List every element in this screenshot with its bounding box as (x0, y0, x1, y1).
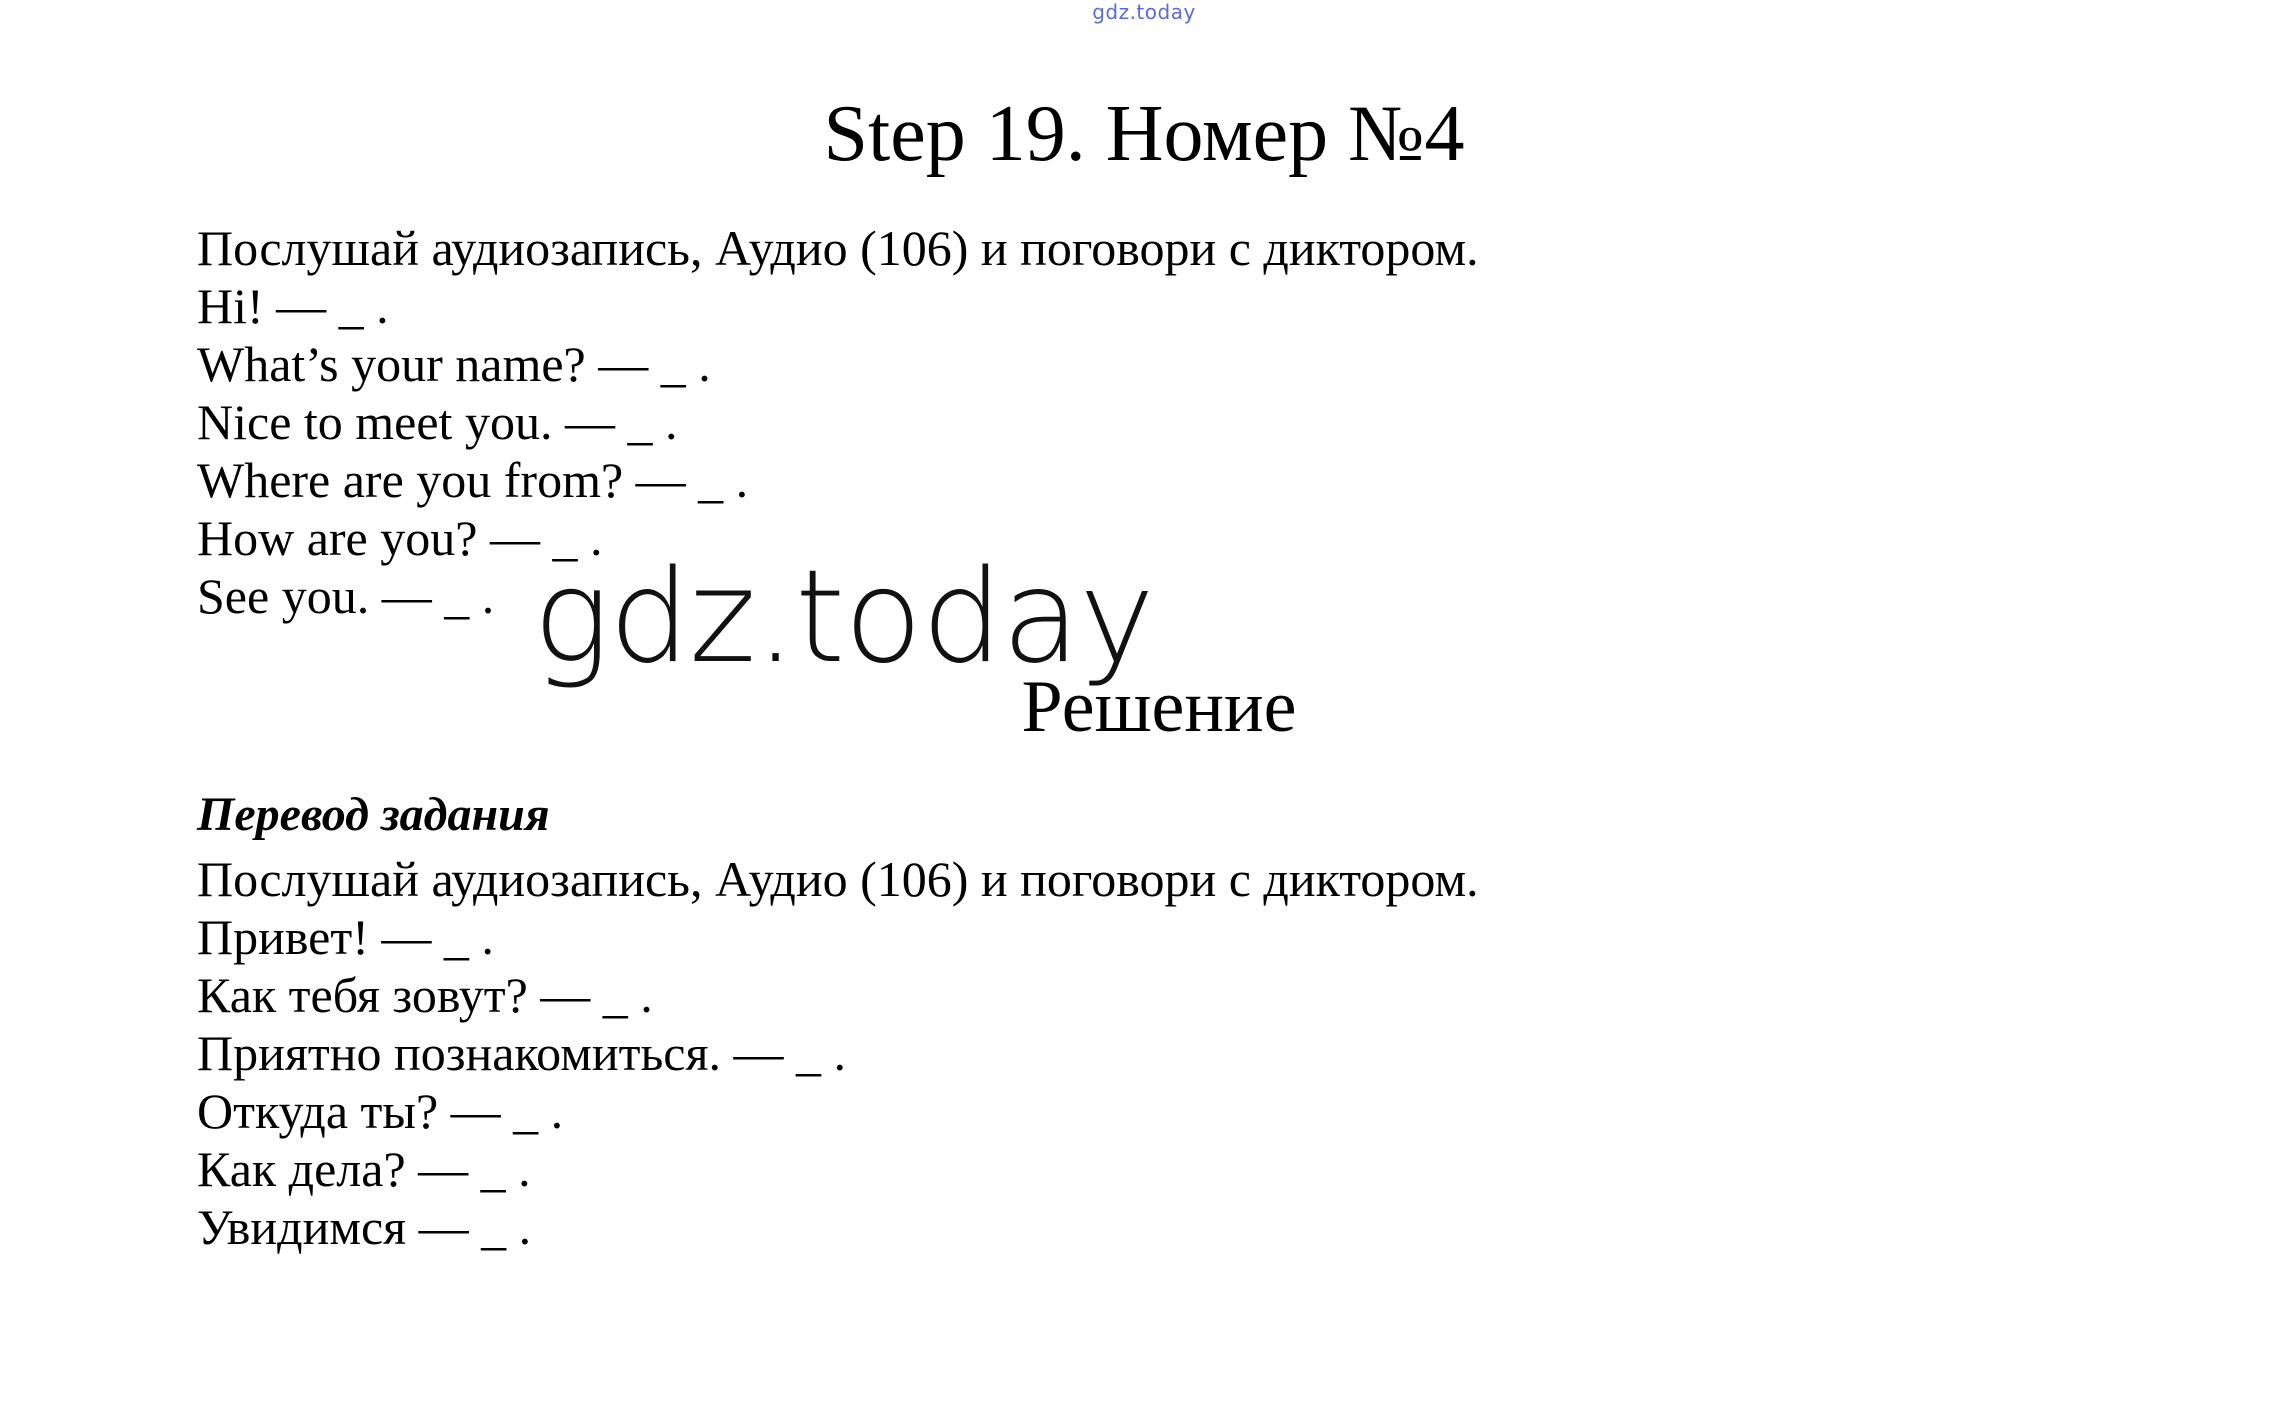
task-line: Hi! — _ . (197, 278, 389, 334)
task-line: How are you? — _ . (197, 510, 603, 566)
page-title: Step 19. Номер №4 (823, 90, 1465, 178)
solution-heading: Решение (1021, 666, 1297, 748)
task-line: See you. — _ . (197, 568, 495, 624)
translation-line: Увидимся — _ . (197, 1199, 532, 1255)
task-line: Nice to meet you. — _ . (197, 394, 678, 450)
translation-line: Приятно познакомиться. — _ . (197, 1025, 846, 1081)
site-mark: gdz.today (1092, 0, 1196, 24)
watermark-logo: gdz.today (533, 543, 1154, 692)
task-line: What’s your name? — _ . (197, 336, 711, 392)
translation-text (197, 850, 1479, 1256)
translation-line: Откуда ты? — _ . (197, 1083, 564, 1139)
translation-line: Привет! — _ . (197, 909, 494, 965)
translation-line: Как дела? — _ . (197, 1141, 531, 1197)
translation-instruction: Послушай аудиозапись, Аудио (106) и поговори с диктором. (197, 851, 1479, 907)
translation-heading: Перевод задания (197, 788, 550, 841)
translation-line: Как тебя зовут? — _ . (197, 967, 653, 1023)
task-instruction: Послушай аудиозапись, Аудио (106) и поговори с диктором. (197, 220, 1479, 276)
task-line: Where are you from? — _ . (197, 452, 749, 508)
